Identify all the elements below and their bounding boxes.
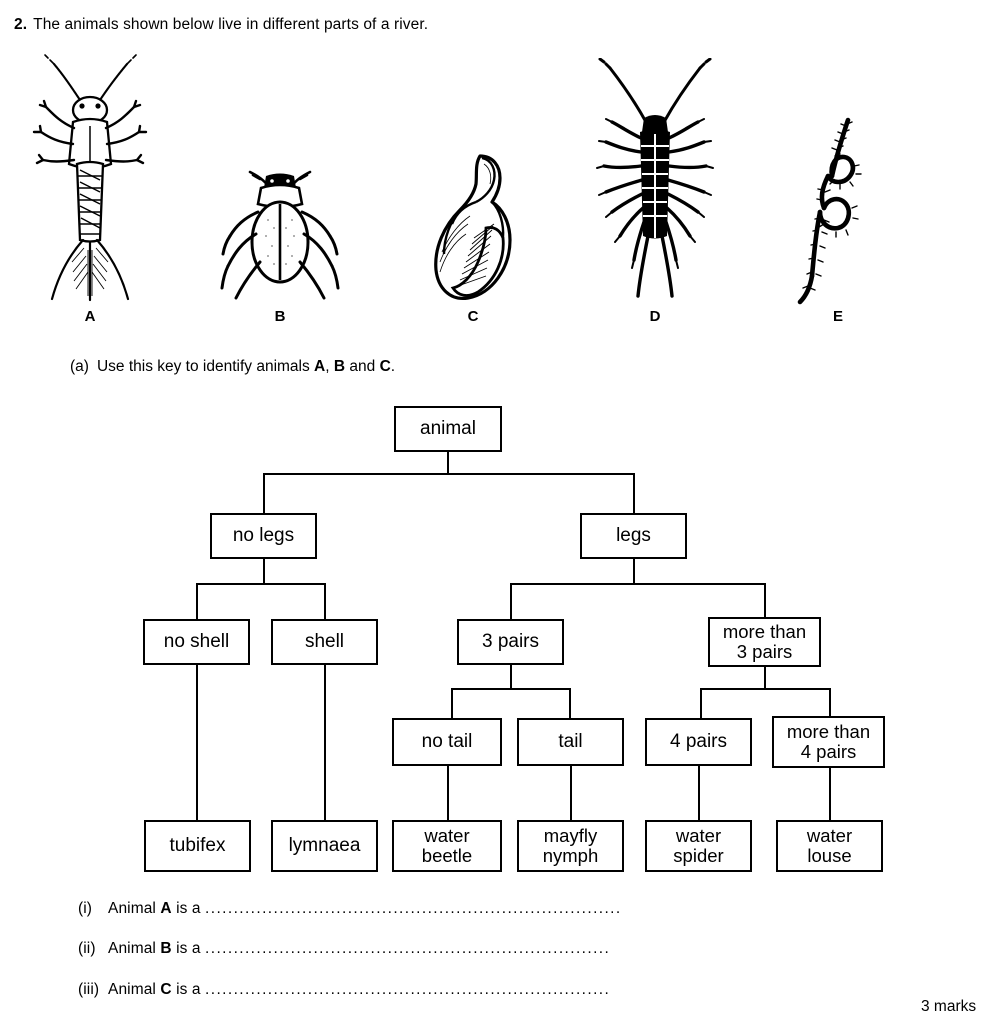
marks-total: 3 marks [921,998,977,1015]
connector-legs-down [633,559,635,584]
connector-level2-bar [263,473,634,475]
key-node-no-tail [392,718,502,766]
key-node-4-pairs-label: 4 pairs [669,730,728,752]
key-node-no-legs [210,513,317,559]
connector-to-more-than-3-pairs [764,583,766,619]
answer-line-iii[interactable] [78,981,610,999]
key-leaf-mayfly-nymph-line1: mayfly [543,825,598,847]
answer-line-ii[interactable] [78,940,610,958]
key-node-4-pairs [645,718,752,766]
connector-to-legs [633,473,635,513]
key-node-more-than-3-pairs-line1: more than [722,621,807,643]
answer-ii-suffix: is a [171,940,206,957]
tubifex-worm-drawing [790,114,886,307]
key-leaf-water-louse-line2: louse [807,845,852,866]
key-node-more-than-3-pairs [708,617,821,667]
connector-tail-down [570,766,572,820]
connector-no-shell-down [196,665,198,820]
connector-to-no-legs [263,473,265,513]
identification-key-diagram [0,395,1003,885]
key-node-no-legs-label: no legs [232,524,295,546]
key-leaf-lymnaea [271,820,378,872]
key-leaf-water-beetle [392,820,502,872]
connector-more-than-3-pairs-bar [700,688,830,690]
part-a-period: . [390,358,396,375]
question-stem: The animals shown below live in different parts of a river. [33,16,429,33]
specimen-label-b: B [274,308,286,325]
connector-legs-bar [510,583,765,585]
key-leaf-water-spider-line1: water [675,825,722,847]
key-node-no-tail-label: no tail [421,730,473,752]
connector-to-no-shell [196,583,198,619]
key-leaf-tubifex-label: tubifex [169,834,226,856]
specimen-c [420,152,526,324]
key-node-animal-label: animal [420,417,476,439]
key-leaf-water-spider-line2: spider [673,845,724,866]
specimen-label-d: D [649,308,661,325]
key-node-animal [394,406,502,452]
answer-ii-dots: ....................................................................... [205,940,611,957]
part-a-text: Use this key to identify animals [96,358,315,375]
key-leaf-mayfly-nymph [517,820,624,872]
key-leaf-water-spider [645,820,752,872]
connector-more-than-3-pairs-down [764,667,766,689]
key-node-more-than-4-pairs-line2: 4 pairs [800,741,857,762]
specimen-e [790,114,886,324]
connector-to-more-than-4-pairs [829,688,831,718]
part-a-ref-c: C [379,358,391,375]
key-node-more-than-4-pairs [772,716,885,768]
specimen-b [216,170,344,324]
answer-i-dots: ......................................................................... [205,900,622,917]
connector-shell-down [324,665,326,820]
specimen-row [0,52,1003,337]
key-node-no-shell [143,619,250,665]
key-leaf-water-louse [776,820,883,872]
key-leaf-lymnaea-label: lymnaea [288,834,361,856]
connector-no-tail-down [447,766,449,820]
connector-no-legs-down [263,559,265,584]
key-node-legs [580,513,687,559]
answer-i-animal: A [160,900,172,917]
connector-4-pairs-down [698,766,700,820]
connector-animal-down [447,452,449,474]
answer-ii-animal: B [160,940,172,957]
key-node-shell-label: shell [304,630,345,652]
answer-i-text: Animal [108,900,161,917]
key-node-tail [517,718,624,766]
water-beetle-drawing [216,170,344,307]
part-a-prompt [70,358,395,376]
part-a-label: (a) [70,358,89,375]
connector-no-legs-bar [196,583,325,585]
answer-line-i[interactable] [78,900,622,918]
key-leaf-tubifex [144,820,251,872]
key-node-shell [271,619,378,665]
answer-ii-text: Animal [108,940,161,957]
key-leaf-mayfly-nymph-line2: nymph [542,845,599,866]
connector-to-tail [569,688,571,718]
water-louse-drawing [588,58,722,307]
answer-iii-dots: ....................................................................... [205,981,611,998]
connector-to-4-pairs [700,688,702,718]
specimen-label-a: A [84,308,96,325]
specimen-label-c: C [467,308,479,325]
mayfly-nymph-drawing [28,52,152,307]
key-node-no-shell-label: no shell [163,630,230,652]
answer-ii-roman: (ii) [78,940,96,957]
specimen-label-e: E [832,308,843,325]
answer-iii-roman: (iii) [78,981,100,998]
pond-snail-shell-drawing [420,152,526,307]
key-leaf-water-beetle-line2: beetle [421,845,473,866]
answer-iii-suffix: is a [171,981,206,998]
part-a-ref-a: A [314,358,326,375]
key-node-more-than-4-pairs-line1: more than [786,721,871,743]
key-node-more-than-3-pairs-line2: 3 pairs [736,641,793,662]
answer-iii-text: Animal [108,981,161,998]
answer-i-roman: (i) [78,900,93,917]
key-node-tail-label: tail [558,730,583,752]
specimen-d [588,58,722,324]
key-leaf-water-louse-line1: water [806,825,853,847]
connector-to-shell [324,583,326,619]
connector-to-no-tail [451,688,453,718]
question-header [14,16,428,34]
connector-3-pairs-bar [451,688,569,690]
part-a-comma: , [325,358,334,375]
key-node-legs-label: legs [616,524,651,546]
key-node-3-pairs [457,619,564,665]
part-a-ref-b: B [333,358,346,375]
part-a-and: and [345,358,380,375]
key-leaf-water-beetle-line1: water [424,825,470,847]
connector-to-3-pairs [510,583,512,619]
question-number: 2. [14,16,28,33]
connector-more-than-4-pairs-down [829,768,831,820]
specimen-a [28,52,152,324]
key-node-3-pairs-label: 3 pairs [481,630,540,652]
answer-i-suffix: is a [171,900,206,917]
connector-3-pairs-down [510,665,512,689]
answer-iii-animal: C [160,981,172,998]
